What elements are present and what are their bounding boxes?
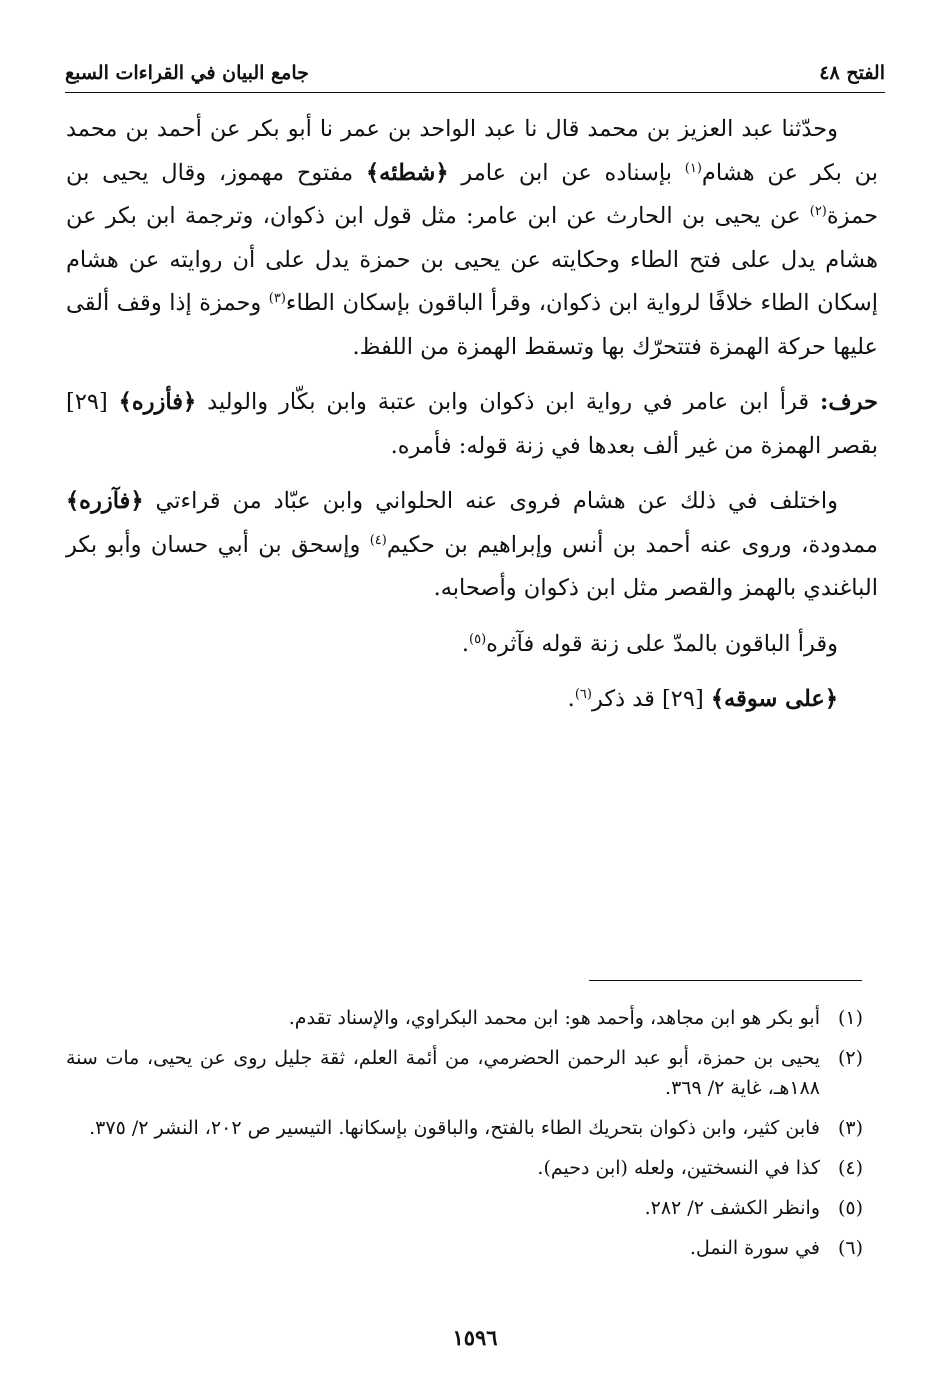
paragraph-1 — [66, 108, 878, 369]
footnote-text: أبو بكر هو ابن مجاهد، وأحمد هو: ابن محمد البكراوي، والإسناد تقدم. — [288, 1007, 820, 1029]
paragraph-3 — [66, 480, 878, 611]
footnote-number: (٣) — [837, 1117, 863, 1139]
paragraph-2 — [66, 381, 878, 468]
p1-text-b: بإسناده عن ابن عامر — [448, 159, 685, 186]
p2-text-b: [٢٩] بقصر الهمزة من غير ألف بعدها في زنة قوله: فأمره. — [66, 389, 878, 459]
p4-text-b: . — [461, 630, 470, 657]
p3-text-c: وإسحق بن أبي حسان وأبو بكر الباغندي بالهمز والقصر مثل ابن ذكوان وأصحابه. — [66, 531, 878, 601]
quran-word-faazarahu: ﴿فآزره﴾ — [66, 488, 144, 514]
footnote-ref-6: (٦) — [574, 687, 592, 702]
header-rule — [65, 92, 885, 93]
footnote — [66, 1153, 863, 1183]
footnote-separator — [589, 980, 862, 981]
footnote-text: فابن كثير، وابن ذكوان بتحريك الطاء بالفتح، والباقون بإسكانها. التيسير ص ٢٠٢، النشر ٢/ ٣٧٥. — [89, 1117, 820, 1139]
footnote-number: (٢) — [837, 1047, 863, 1069]
quran-word-fazarahu: ﴿فأزره﴾ — [118, 389, 197, 415]
p2-text-a: قرأ ابن عامر في رواية ابن ذكوان وابن عتبة وابن بكّار والوليد — [196, 389, 821, 415]
footnote-number: (٤) — [837, 1157, 863, 1179]
paragraph-5 — [66, 678, 878, 722]
footnote-text: وانظر الكشف ٢/ ٢٨٢. — [644, 1197, 820, 1219]
footnote-text: في سورة النمل. — [689, 1237, 820, 1259]
footnote — [66, 1193, 863, 1223]
p3-text-a: واختلف في ذلك عن هشام فروى عنه الحلواني وابن عبّاد من قراءتي — [143, 488, 838, 514]
p4-text-a: وقرأ الباقون بالمدّ على زنة قوله فآثره — [486, 630, 838, 657]
footnote-ref-5: (٥) — [469, 631, 487, 647]
main-text — [66, 108, 878, 734]
quran-word-ala-suqihi: ﴿على سوقه﴾ — [710, 686, 838, 712]
paragraph-4 — [66, 623, 878, 667]
footnote-number: (٦) — [837, 1237, 863, 1259]
p1-text-d: عن يحيى بن الحارث عن ابن عامر: مثل قول ابن ذكوان، وترجمة ابن بكر عن هشام يدل على فتح الطاء وحكايته عن يحيى بن حمزة يدل على أن روايته عن هشام إسكان الطاء خلافًا لرواية ابن ذكوان، وقرأ الباقون بإسكان الطاء — [66, 203, 878, 316]
footnote — [66, 1003, 863, 1033]
header-chapter-title: الفتح ٤٨ — [819, 62, 885, 84]
footnote-text: يحيى بن حمزة، أبو عبد الرحمن الحضرمي، من أئمة العلم، ثقة جليل روى عن يحيى، مات سنة ١٨٨هـ، غاية ٢/ ٣٦٩. — [66, 1047, 820, 1099]
p1-text-a: وحدّثنا عبد العزيز بن محمد قال نا عبد الواحد بن عمر نا أبو بكر عن أحمد بن محمد بن بكر عن هشام — [66, 116, 879, 186]
footnote — [66, 1113, 863, 1143]
footnote — [66, 1043, 863, 1103]
footnote-ref-4: (٤) — [369, 532, 387, 548]
footnote-ref-3: (٣) — [268, 291, 286, 306]
footnotes — [66, 1003, 863, 1273]
footnote-number: (١) — [837, 1007, 863, 1029]
footnote — [66, 1233, 863, 1263]
p3-text-b: ممدودة، وروى عنه أحمد بن أنس وإبراهيم بن حكيم — [386, 531, 878, 558]
header-book-title: جامع البيان في القراءات السبع — [65, 62, 309, 84]
footnote-text: كذا في النسختين، ولعله (ابن دحيم). — [537, 1157, 820, 1179]
p1-text-e: وحمزة إذا وقف ألقى عليها حركة الهمزة فتتحرّك بها وتسقط الهمزة من اللفظ. — [66, 290, 878, 360]
p1-text-c: مفتوح مهموز، وقال يحيى بن حمزة — [66, 159, 878, 229]
quran-word-shatih: ﴿شطئه﴾ — [365, 159, 449, 186]
page-number: ١٥٩٦ — [452, 1325, 498, 1350]
harf-label: حرف: — [820, 389, 878, 415]
p5-text-b: . — [567, 686, 575, 712]
footnote-number: (٥) — [837, 1197, 863, 1219]
footnote-ref-1: (١) — [684, 160, 702, 176]
p5-text-a: [٢٩] قد ذكر — [591, 686, 711, 712]
footnote-ref-2: (٢) — [809, 204, 827, 219]
running-header — [65, 50, 885, 84]
